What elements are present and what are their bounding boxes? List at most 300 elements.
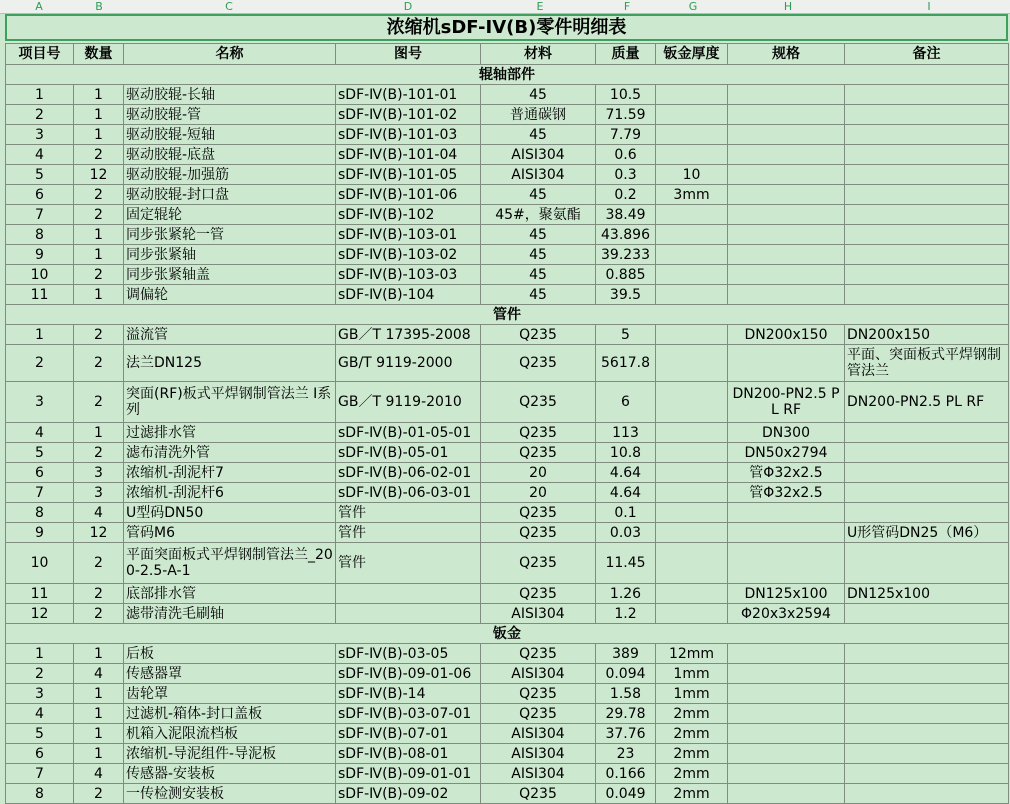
table-cell[interactable]: 机箱入泥限流档板 — [124, 724, 336, 744]
table-cell[interactable]: 1 — [74, 125, 124, 145]
table-cell[interactable] — [845, 105, 1009, 125]
table-cell[interactable]: 1 — [74, 684, 124, 704]
table-cell[interactable] — [845, 285, 1009, 305]
table-cell[interactable]: 驱动胶辊-加强筋 — [124, 165, 336, 185]
table-cell[interactable]: 12 — [74, 523, 124, 543]
header-cell[interactable]: 规格 — [728, 44, 845, 65]
table-cell[interactable]: DN50x2794 — [728, 443, 845, 463]
table-cell[interactable]: 7 — [6, 764, 74, 784]
table-cell[interactable]: 9 — [6, 245, 74, 265]
table-cell[interactable]: 0.166 — [596, 764, 656, 784]
table-cell[interactable]: 5 — [596, 325, 656, 345]
table-cell[interactable]: GB/T 9119-2000 — [336, 345, 481, 382]
table-cell[interactable]: 驱动胶辊-长轴 — [124, 85, 336, 105]
table-cell[interactable] — [656, 245, 728, 265]
table-cell[interactable]: 齿轮罩 — [124, 684, 336, 704]
table-cell[interactable]: 滤带清洗毛刷轴 — [124, 604, 336, 624]
table-cell[interactable] — [656, 105, 728, 125]
table-cell[interactable]: 1.2 — [596, 604, 656, 624]
table-cell[interactable]: AISI304 — [481, 165, 596, 185]
table-cell[interactable]: sDF-Ⅳ(B)-103-01 — [336, 225, 481, 245]
table-cell[interactable] — [656, 285, 728, 305]
table-cell[interactable]: 过滤机-箱体-封口盖板 — [124, 704, 336, 724]
table-cell[interactable]: 后板 — [124, 644, 336, 664]
table-cell[interactable]: 43.896 — [596, 225, 656, 245]
table-cell[interactable]: DN200-PN2.5 PL RF — [845, 382, 1009, 423]
table-cell[interactable]: sDF-Ⅳ(B)-103-02 — [336, 245, 481, 265]
table-cell[interactable]: 4 — [6, 145, 74, 165]
table-cell[interactable]: AISI304 — [481, 604, 596, 624]
table-cell[interactable]: DN125x100 — [728, 584, 845, 604]
table-cell[interactable]: 37.76 — [596, 724, 656, 744]
table-cell[interactable]: sDF-Ⅳ(B)-09-02 — [336, 784, 481, 804]
table-cell[interactable]: sDF-Ⅳ(B)-08-01 — [336, 744, 481, 764]
table-cell[interactable]: 1 — [6, 325, 74, 345]
table-cell[interactable] — [336, 584, 481, 604]
table-cell[interactable]: 1 — [74, 225, 124, 245]
table-cell[interactable]: 2 — [74, 584, 124, 604]
table-cell[interactable] — [845, 664, 1009, 684]
table-cell[interactable]: 4.64 — [596, 463, 656, 483]
table-cell[interactable]: Q235 — [481, 704, 596, 724]
table-cell[interactable]: 2 — [74, 604, 124, 624]
table-cell[interactable]: 驱动胶辊-短轴 — [124, 125, 336, 145]
table-cell[interactable]: sDF-Ⅳ(B)-101-05 — [336, 165, 481, 185]
table-cell[interactable] — [656, 443, 728, 463]
table-cell[interactable] — [656, 523, 728, 543]
table-cell[interactable]: 1mm — [656, 684, 728, 704]
table-cell[interactable] — [728, 523, 845, 543]
table-cell[interactable] — [845, 764, 1009, 784]
table-cell[interactable]: 同步张紧轴盖 — [124, 265, 336, 285]
table-cell[interactable]: 2mm — [656, 704, 728, 724]
table-cell[interactable]: Q235 — [481, 345, 596, 382]
table-cell[interactable] — [728, 165, 845, 185]
table-cell[interactable] — [728, 225, 845, 245]
table-cell[interactable]: sDF-Ⅳ(B)-14 — [336, 684, 481, 704]
table-cell[interactable]: 2 — [74, 265, 124, 285]
table-cell[interactable]: 一传检测安装板 — [124, 784, 336, 804]
table-cell[interactable]: 2 — [6, 345, 74, 382]
table-cell[interactable]: 6 — [6, 185, 74, 205]
table-cell[interactable] — [845, 185, 1009, 205]
table-cell[interactable]: 2 — [6, 105, 74, 125]
table-cell[interactable]: Q235 — [481, 325, 596, 345]
table-cell[interactable]: 底部排水管 — [124, 584, 336, 604]
table-cell[interactable] — [728, 105, 845, 125]
table-cell[interactable] — [656, 85, 728, 105]
section-title[interactable]: 钣金 — [6, 624, 1009, 644]
table-cell[interactable]: 2 — [74, 325, 124, 345]
table-cell[interactable] — [845, 704, 1009, 724]
column-letter[interactable]: D — [403, 0, 413, 13]
table-cell[interactable]: 0.049 — [596, 784, 656, 804]
table-cell[interactable]: sDF-Ⅳ(B)-01-05-01 — [336, 423, 481, 443]
table-cell[interactable]: 2 — [74, 784, 124, 804]
header-cell[interactable]: 钣金厚度 — [656, 44, 728, 65]
section-title[interactable]: 辊轴部件 — [6, 65, 1009, 85]
table-cell[interactable]: 45 — [481, 85, 596, 105]
table-cell[interactable]: 4 — [74, 764, 124, 784]
table-cell[interactable]: 45#，聚氨酯 — [481, 205, 596, 225]
table-cell[interactable] — [728, 503, 845, 523]
table-cell[interactable]: 38.49 — [596, 205, 656, 225]
table-cell[interactable]: 1 — [74, 724, 124, 744]
table-cell[interactable]: 20 — [481, 483, 596, 503]
table-cell[interactable] — [656, 225, 728, 245]
table-cell[interactable] — [728, 185, 845, 205]
table-cell[interactable]: 11 — [6, 285, 74, 305]
table-cell[interactable]: 2mm — [656, 764, 728, 784]
table-cell[interactable]: 3 — [74, 463, 124, 483]
table-cell[interactable] — [728, 543, 845, 584]
table-cell[interactable]: Q235 — [481, 443, 596, 463]
table-cell[interactable]: AISI304 — [481, 664, 596, 684]
header-cell[interactable]: 备注 — [845, 44, 1009, 65]
table-cell[interactable]: sDF-Ⅳ(B)-101-03 — [336, 125, 481, 145]
table-cell[interactable]: 1 — [6, 644, 74, 664]
table-cell[interactable]: GB／T 9119-2010 — [336, 382, 481, 423]
table-cell[interactable]: 12 — [6, 604, 74, 624]
table-cell[interactable] — [656, 325, 728, 345]
table-cell[interactable]: 管件 — [336, 543, 481, 584]
table-cell[interactable] — [728, 684, 845, 704]
table-cell[interactable]: 5617.8 — [596, 345, 656, 382]
table-cell[interactable]: AISI304 — [481, 744, 596, 764]
table-cell[interactable]: AISI304 — [481, 145, 596, 165]
table-cell[interactable]: 39.233 — [596, 245, 656, 265]
table-cell[interactable]: 4 — [74, 503, 124, 523]
column-letter[interactable]: G — [688, 0, 698, 13]
header-cell[interactable]: 材料 — [481, 44, 596, 65]
table-cell[interactable] — [845, 265, 1009, 285]
table-cell[interactable] — [845, 604, 1009, 624]
table-cell[interactable] — [656, 345, 728, 382]
table-cell[interactable]: 7 — [6, 205, 74, 225]
table-cell[interactable] — [845, 125, 1009, 145]
table-cell[interactable]: 7.79 — [596, 125, 656, 145]
table-cell[interactable]: 7 — [6, 483, 74, 503]
table-cell[interactable]: 3 — [6, 382, 74, 423]
table-cell[interactable]: 4 — [74, 664, 124, 684]
table-cell[interactable]: 2mm — [656, 724, 728, 744]
column-letter[interactable]: H — [783, 0, 793, 13]
table-cell[interactable]: 10.8 — [596, 443, 656, 463]
table-cell[interactable] — [656, 423, 728, 443]
table-cell[interactable]: 4 — [6, 423, 74, 443]
table-cell[interactable]: 2 — [74, 345, 124, 382]
table-cell[interactable]: 普通碳钢 — [481, 105, 596, 125]
table-cell[interactable]: 0.6 — [596, 145, 656, 165]
table-cell[interactable]: sDF-Ⅳ(B)-101-06 — [336, 185, 481, 205]
table-cell[interactable] — [728, 664, 845, 684]
table-cell[interactable] — [728, 744, 845, 764]
table-cell[interactable]: 6 — [6, 463, 74, 483]
table-cell[interactable]: 浓缩机-导泥组件-导泥板 — [124, 744, 336, 764]
table-cell[interactable]: 45 — [481, 265, 596, 285]
table-cell[interactable]: 389 — [596, 644, 656, 664]
table-cell[interactable]: 3 — [6, 684, 74, 704]
table-cell[interactable] — [728, 345, 845, 382]
table-cell[interactable]: Q235 — [481, 644, 596, 664]
table-cell[interactable]: 29.78 — [596, 704, 656, 724]
table-cell[interactable]: 8 — [6, 503, 74, 523]
table-cell[interactable]: 1 — [74, 245, 124, 265]
table-cell[interactable] — [656, 265, 728, 285]
table-cell[interactable] — [336, 604, 481, 624]
table-cell[interactable]: 10 — [656, 165, 728, 185]
table-cell[interactable] — [845, 483, 1009, 503]
header-cell[interactable]: 质量 — [596, 44, 656, 65]
table-cell[interactable]: 过滤排水管 — [124, 423, 336, 443]
column-letter[interactable]: A — [35, 0, 43, 13]
table-cell[interactable]: 10 — [6, 543, 74, 584]
table-cell[interactable]: 1 — [74, 285, 124, 305]
table-cell[interactable] — [845, 165, 1009, 185]
table-cell[interactable] — [728, 265, 845, 285]
table-cell[interactable]: 45 — [481, 185, 596, 205]
table-cell[interactable]: DN200-PN2.5 PL RF — [728, 382, 845, 423]
table-cell[interactable] — [728, 784, 845, 804]
table-cell[interactable]: sDF-Ⅳ(B)-06-02-01 — [336, 463, 481, 483]
table-cell[interactable]: Q235 — [481, 784, 596, 804]
table-cell[interactable] — [845, 225, 1009, 245]
table-cell[interactable]: 0.2 — [596, 185, 656, 205]
table-cell[interactable]: 12mm — [656, 644, 728, 664]
column-letter[interactable]: I — [927, 0, 931, 13]
table-cell[interactable] — [728, 724, 845, 744]
table-cell[interactable]: GB／T 17395-2008 — [336, 325, 481, 345]
table-cell[interactable]: 11 — [6, 584, 74, 604]
table-cell[interactable]: 2 — [74, 443, 124, 463]
table-cell[interactable] — [728, 125, 845, 145]
table-cell[interactable] — [656, 483, 728, 503]
table-cell[interactable]: 4 — [6, 704, 74, 724]
table-cell[interactable]: 2 — [74, 185, 124, 205]
table-cell[interactable]: 45 — [481, 285, 596, 305]
table-cell[interactable]: 45 — [481, 125, 596, 145]
table-cell[interactable] — [845, 503, 1009, 523]
table-cell[interactable]: Q235 — [481, 543, 596, 584]
table-cell[interactable]: 法兰DN125 — [124, 345, 336, 382]
table-cell[interactable]: 0.03 — [596, 523, 656, 543]
table-cell[interactable] — [845, 784, 1009, 804]
table-cell[interactable]: 2 — [6, 664, 74, 684]
table-cell[interactable]: 2 — [74, 145, 124, 165]
table-cell[interactable]: Q235 — [481, 684, 596, 704]
table-cell[interactable]: 2mm — [656, 744, 728, 764]
table-cell[interactable]: 驱动胶辊-管 — [124, 105, 336, 125]
table-cell[interactable]: 浓缩机-刮泥杆7 — [124, 463, 336, 483]
table-cell[interactable]: 突面(RF)板式平焊钢制管法兰 Ⅰ系列 — [124, 382, 336, 423]
table-cell[interactable]: Q235 — [481, 382, 596, 423]
table-cell[interactable] — [656, 584, 728, 604]
table-cell[interactable]: 45 — [481, 225, 596, 245]
table-cell[interactable]: 传感器-安装板 — [124, 764, 336, 784]
table-cell[interactable]: 5 — [6, 724, 74, 744]
table-cell[interactable] — [728, 245, 845, 265]
table-cell[interactable]: 管Φ32x2.5 — [728, 483, 845, 503]
table-cell[interactable]: 5 — [6, 443, 74, 463]
table-cell[interactable] — [845, 644, 1009, 664]
table-cell[interactable]: 平面突面板式平焊钢制管法兰_200-2.5-A-1 — [124, 543, 336, 584]
table-cell[interactable] — [728, 285, 845, 305]
table-cell[interactable]: 固定辊轮 — [124, 205, 336, 225]
table-cell[interactable] — [656, 543, 728, 584]
column-letter[interactable]: B — [95, 0, 103, 13]
table-cell[interactable] — [656, 145, 728, 165]
table-cell[interactable]: 1 — [74, 423, 124, 443]
header-cell[interactable]: 名称 — [124, 44, 336, 65]
table-cell[interactable] — [728, 145, 845, 165]
table-cell[interactable]: 1.58 — [596, 684, 656, 704]
header-cell[interactable]: 数量 — [74, 44, 124, 65]
table-cell[interactable]: 滤布清洗外管 — [124, 443, 336, 463]
table-cell[interactable]: 6 — [6, 744, 74, 764]
table-cell[interactable]: sDF-Ⅳ(B)-07-01 — [336, 724, 481, 744]
table-cell[interactable] — [728, 764, 845, 784]
table-cell[interactable]: 传感器罩 — [124, 664, 336, 684]
table-cell[interactable] — [845, 145, 1009, 165]
table-cell[interactable]: Q235 — [481, 584, 596, 604]
table-cell[interactable]: 1 — [74, 704, 124, 724]
table-cell[interactable]: sDF-Ⅳ(B)-05-01 — [336, 443, 481, 463]
table-cell[interactable]: 10 — [6, 265, 74, 285]
table-cell[interactable]: 1 — [74, 85, 124, 105]
table-cell[interactable] — [845, 724, 1009, 744]
table-cell[interactable]: 0.3 — [596, 165, 656, 185]
table-cell[interactable]: 2 — [74, 382, 124, 423]
table-cell[interactable]: U型码DN50 — [124, 503, 336, 523]
table-cell[interactable]: 调偏轮 — [124, 285, 336, 305]
table-cell[interactable]: sDF-Ⅳ(B)-101-01 — [336, 85, 481, 105]
table-cell[interactable]: 3 — [74, 483, 124, 503]
table-cell[interactable]: AISI304 — [481, 724, 596, 744]
table-cell[interactable]: 2mm — [656, 784, 728, 804]
table-cell[interactable]: 45 — [481, 245, 596, 265]
header-cell[interactable]: 项目号 — [6, 44, 74, 65]
table-cell[interactable]: 1 — [6, 85, 74, 105]
table-cell[interactable]: 2 — [74, 543, 124, 584]
table-cell[interactable]: Q235 — [481, 503, 596, 523]
table-cell[interactable]: 4.64 — [596, 483, 656, 503]
table-cell[interactable]: 39.5 — [596, 285, 656, 305]
table-cell[interactable]: 平面、突面板式平焊钢制管法兰 — [845, 345, 1009, 382]
table-cell[interactable]: 6 — [596, 382, 656, 423]
table-cell[interactable]: 0.1 — [596, 503, 656, 523]
table-cell[interactable] — [845, 205, 1009, 225]
column-letter[interactable]: F — [623, 0, 631, 13]
table-cell[interactable]: 11.45 — [596, 543, 656, 584]
table-cell[interactable]: sDF-Ⅳ(B)-102 — [336, 205, 481, 225]
table-cell[interactable]: 1.26 — [596, 584, 656, 604]
table-cell[interactable]: 23 — [596, 744, 656, 764]
column-letter[interactable]: E — [536, 0, 544, 13]
column-letter[interactable]: C — [225, 0, 233, 13]
table-cell[interactable]: sDF-Ⅳ(B)-104 — [336, 285, 481, 305]
section-title[interactable]: 管件 — [6, 305, 1009, 325]
table-cell[interactable]: sDF-Ⅳ(B)-101-04 — [336, 145, 481, 165]
table-cell[interactable] — [728, 205, 845, 225]
table-cell[interactable] — [656, 205, 728, 225]
table-cell[interactable]: AISI304 — [481, 764, 596, 784]
table-cell[interactable]: 驱动胶辊-封口盘 — [124, 185, 336, 205]
table-cell[interactable]: sDF-Ⅳ(B)-03-05 — [336, 644, 481, 664]
table-cell[interactable]: sDF-Ⅳ(B)-03-07-01 — [336, 704, 481, 724]
table-cell[interactable]: 12 — [74, 165, 124, 185]
table-cell[interactable]: 3 — [6, 125, 74, 145]
table-cell[interactable]: 9 — [6, 523, 74, 543]
table-cell[interactable]: 5 — [6, 165, 74, 185]
table-cell[interactable]: sDF-Ⅳ(B)-101-02 — [336, 105, 481, 125]
table-cell[interactable]: DN125x100 — [845, 584, 1009, 604]
table-cell[interactable]: sDF-Ⅳ(B)-06-03-01 — [336, 483, 481, 503]
table-cell[interactable]: 同步张紧轮一管 — [124, 225, 336, 245]
table-cell[interactable] — [845, 443, 1009, 463]
table-cell[interactable]: 20 — [481, 463, 596, 483]
table-cell[interactable] — [845, 543, 1009, 584]
table-cell[interactable] — [845, 245, 1009, 265]
table-cell[interactable] — [845, 744, 1009, 764]
table-cell[interactable] — [656, 382, 728, 423]
table-cell[interactable]: Q235 — [481, 523, 596, 543]
table-cell[interactable]: 113 — [596, 423, 656, 443]
table-cell[interactable]: 1mm — [656, 664, 728, 684]
table-cell[interactable] — [845, 423, 1009, 443]
table-cell[interactable] — [845, 684, 1009, 704]
table-cell[interactable] — [656, 463, 728, 483]
table-cell[interactable]: 溢流管 — [124, 325, 336, 345]
table-cell[interactable]: sDF-Ⅳ(B)-09-01-06 — [336, 664, 481, 684]
table-cell[interactable]: 0.094 — [596, 664, 656, 684]
table-cell[interactable]: DN200x150 — [845, 325, 1009, 345]
table-cell[interactable]: 3mm — [656, 185, 728, 205]
header-cell[interactable]: 图号 — [336, 44, 481, 65]
table-cell[interactable] — [845, 85, 1009, 105]
table-cell[interactable] — [656, 604, 728, 624]
table-cell[interactable]: 驱动胶辊-底盘 — [124, 145, 336, 165]
table-cell[interactable]: 10.5 — [596, 85, 656, 105]
table-cell[interactable]: sDF-Ⅳ(B)-09-01-01 — [336, 764, 481, 784]
table-cell[interactable]: Φ20x3x2594 — [728, 604, 845, 624]
table-cell[interactable]: 8 — [6, 784, 74, 804]
table-cell[interactable] — [656, 125, 728, 145]
table-cell[interactable]: 0.885 — [596, 265, 656, 285]
table-cell[interactable]: 1 — [74, 744, 124, 764]
table-cell[interactable]: sDF-Ⅳ(B)-103-03 — [336, 265, 481, 285]
table-cell[interactable]: U形管码DN25（M6） — [845, 523, 1009, 543]
table-cell[interactable]: 管件 — [336, 523, 481, 543]
table-cell[interactable] — [728, 704, 845, 724]
table-cell[interactable]: 8 — [6, 225, 74, 245]
table-cell[interactable]: 71.59 — [596, 105, 656, 125]
table-cell[interactable]: 同步张紧轴 — [124, 245, 336, 265]
table-cell[interactable]: DN200x150 — [728, 325, 845, 345]
table-cell[interactable] — [656, 503, 728, 523]
table-cell[interactable] — [728, 85, 845, 105]
table-cell[interactable] — [845, 463, 1009, 483]
table-cell[interactable]: 管码M6 — [124, 523, 336, 543]
table-cell[interactable]: 管件 — [336, 503, 481, 523]
table-cell[interactable]: 1 — [74, 644, 124, 664]
table-cell[interactable]: DN300 — [728, 423, 845, 443]
table-cell[interactable]: 2 — [74, 205, 124, 225]
table-cell[interactable]: 管Φ32x2.5 — [728, 463, 845, 483]
table-cell[interactable]: Q235 — [481, 423, 596, 443]
table-cell[interactable]: 1 — [74, 105, 124, 125]
table-cell[interactable]: 浓缩机-刮泥杆6 — [124, 483, 336, 503]
table-cell[interactable] — [728, 644, 845, 664]
